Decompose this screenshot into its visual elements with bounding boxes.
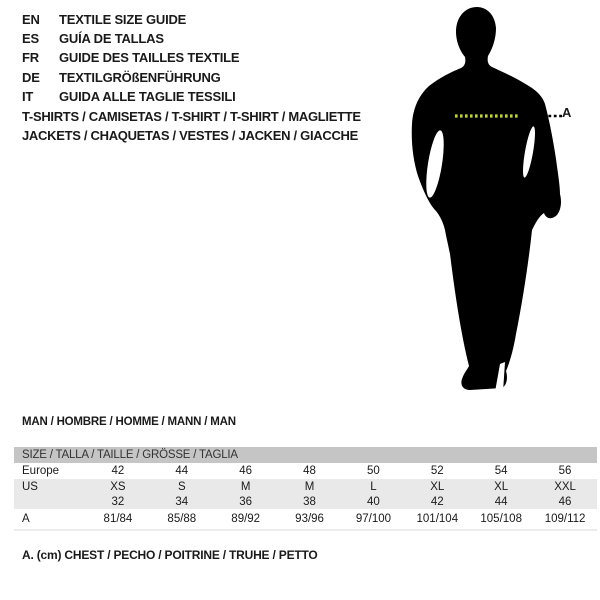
size-cell: S	[177, 480, 186, 493]
language-list	[22, 10, 239, 106]
list-item	[22, 10, 239, 29]
language-title: GUIDE DES TAILLES TEXTILE	[59, 50, 240, 66]
size-cell: 46	[558, 495, 572, 508]
size-cell: 81/84	[103, 513, 133, 525]
garment-categories	[22, 107, 361, 145]
size-cell: 93/96	[295, 513, 324, 525]
size-table-header: SIZE / TALLA / TAILLE / GRÖSSE / TAGLIA	[14, 447, 597, 463]
size-cell: 85/88	[167, 513, 197, 525]
size-cell: 48	[303, 465, 316, 477]
size-cell: XL	[494, 480, 509, 493]
language-title: GUIDA ALLE TAGLIE TESSILI	[59, 88, 236, 104]
size-cell: 42	[111, 465, 125, 477]
size-cell: 36	[239, 495, 253, 508]
list-item	[22, 29, 239, 48]
table-row	[14, 494, 597, 509]
size-cell: 97/100	[355, 513, 392, 525]
table-row	[14, 463, 597, 479]
row-label: US	[22, 480, 38, 493]
category-line-jackets: JACKETS / CHAQUETAS / VESTES / JACKEN / GIACCHE	[22, 128, 358, 144]
language-title: GUÍA DE TALLAS	[59, 31, 164, 47]
table-row	[14, 509, 597, 529]
table-row	[14, 479, 597, 494]
size-table-body	[14, 463, 597, 529]
size-cell: M	[240, 480, 251, 493]
size-cell: 54	[494, 465, 508, 477]
size-cell: 46	[239, 465, 253, 477]
size-table	[14, 447, 597, 531]
size-cell: 42	[430, 495, 444, 508]
size-cell: XL	[430, 480, 445, 493]
measure-label-a: A	[562, 105, 572, 120]
size-cell: 38	[303, 495, 316, 508]
size-cell: M	[304, 480, 315, 493]
language-code: IT	[22, 88, 34, 104]
language-code: FR	[22, 50, 39, 66]
section-title: MAN / HOMBRE / HOMME / MANN / MAN	[22, 416, 236, 428]
language-code: EN	[22, 12, 40, 27]
language-title: TEXTILGRÖßENFÜHRUNG	[59, 69, 221, 85]
size-cell: 50	[367, 465, 380, 477]
size-cell: 105/108	[480, 513, 522, 525]
row-label: Europe	[22, 465, 60, 477]
size-cell: 32	[111, 495, 125, 508]
size-cell: 40	[367, 495, 380, 508]
list-item	[22, 87, 239, 106]
size-cell: 44	[494, 495, 508, 508]
row-label: A	[22, 513, 30, 525]
size-cell: 56	[558, 465, 572, 477]
size-cell: XXL	[554, 480, 576, 493]
list-item	[22, 68, 239, 87]
category-line-tshirts: T-SHIRTS / CAMISETAS / T-SHIRT / T-SHIRT / MAGLIETTE	[22, 109, 361, 124]
measurement-footnote: A. (cm) CHEST / PECHO / POITRINE / TRUHE / PETTO	[22, 548, 318, 562]
language-title: TEXTILE SIZE GUIDE	[59, 12, 187, 27]
list-item	[22, 48, 239, 67]
size-cell: 52	[430, 465, 444, 477]
language-code: ES	[22, 31, 39, 47]
size-cell: XS	[110, 480, 126, 493]
size-cell: 44	[175, 465, 189, 477]
size-cell: 109/112	[544, 513, 586, 525]
man-silhouette	[405, 4, 575, 396]
size-cell: 34	[175, 495, 189, 508]
size-cell: 101/104	[416, 513, 459, 525]
language-code: DE	[22, 69, 40, 85]
size-cell: 89/92	[231, 513, 261, 525]
size-cell: L	[370, 480, 377, 493]
